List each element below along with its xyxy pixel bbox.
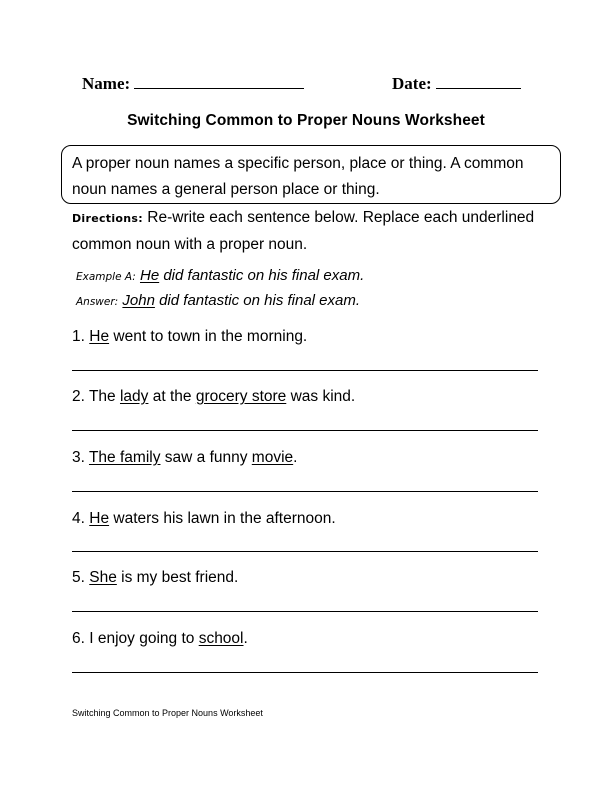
sentence-text: . — [243, 630, 248, 647]
question-3 — [72, 449, 297, 467]
answer-underlined: John — [122, 292, 155, 309]
sentence-text: at the — [148, 388, 196, 405]
underlined-noun: grocery store — [195, 388, 287, 405]
question-2 — [72, 388, 355, 406]
sentence-text: . — [293, 449, 298, 466]
answer-line-3[interactable] — [72, 491, 538, 492]
underlined-noun: She — [89, 569, 117, 586]
directions-text: Re-write each sentence below. Replace each underlined common noun with a proper noun. — [72, 209, 535, 253]
underlined-noun: He — [89, 510, 110, 527]
sentence-text: The — [84, 388, 120, 405]
question-number: 1. — [72, 328, 85, 345]
underlined-noun: school — [198, 630, 244, 647]
footer-text: Switching Common to Proper Nouns Worksheet — [72, 708, 263, 718]
directions — [72, 205, 552, 258]
example-label: Example A: — [76, 271, 136, 283]
definition-text: A proper noun names a specific person, place or thing. A common noun names a general person place or thing. — [72, 155, 524, 198]
question-number: 4. — [72, 510, 85, 527]
underlined-noun: The family — [88, 449, 161, 466]
answer-line-2[interactable] — [72, 430, 538, 431]
example-line — [76, 267, 364, 284]
name-field — [82, 72, 304, 94]
answer-label: Answer: — [76, 296, 119, 308]
answer-rest: did fantastic on his final exam. — [154, 292, 361, 309]
answer-line-4[interactable] — [72, 551, 538, 552]
question-6 — [72, 630, 248, 648]
sentence-text: was kind. — [286, 388, 356, 405]
directions-label: Directions: — [72, 212, 143, 225]
answer-line-1[interactable] — [72, 370, 538, 371]
question-number: 3. — [72, 449, 85, 466]
name-label: Name: — [82, 74, 131, 93]
worksheet-title: Switching Common to Proper Nouns Worksheet — [127, 112, 485, 129]
question-1 — [72, 328, 307, 346]
question-4 — [72, 510, 336, 528]
sentence-text: I enjoy going to — [84, 630, 199, 647]
date-label: Date: — [392, 74, 432, 93]
question-number: 2. — [72, 388, 85, 405]
name-blank[interactable] — [134, 72, 304, 89]
underlined-noun: He — [89, 328, 110, 345]
answer-line-5[interactable] — [72, 611, 538, 612]
underlined-noun: movie — [251, 449, 294, 466]
question-5 — [72, 569, 238, 587]
date-blank[interactable] — [436, 72, 521, 89]
example-rest: did fantastic on his final exam. — [159, 267, 365, 284]
question-number: 6. — [72, 630, 85, 647]
sentence-text: waters his lawn in the afternoon. — [109, 510, 336, 527]
answer-line-6[interactable] — [72, 672, 538, 673]
underlined-noun: lady — [119, 388, 149, 405]
answer-line — [76, 292, 360, 309]
date-field — [392, 72, 521, 94]
sentence-text: is my best friend. — [116, 569, 239, 586]
question-number: 5. — [72, 569, 85, 586]
sentence-text: went to town in the morning. — [109, 328, 308, 345]
sentence-text: saw a funny — [160, 449, 252, 466]
example-underlined: He — [139, 267, 160, 284]
